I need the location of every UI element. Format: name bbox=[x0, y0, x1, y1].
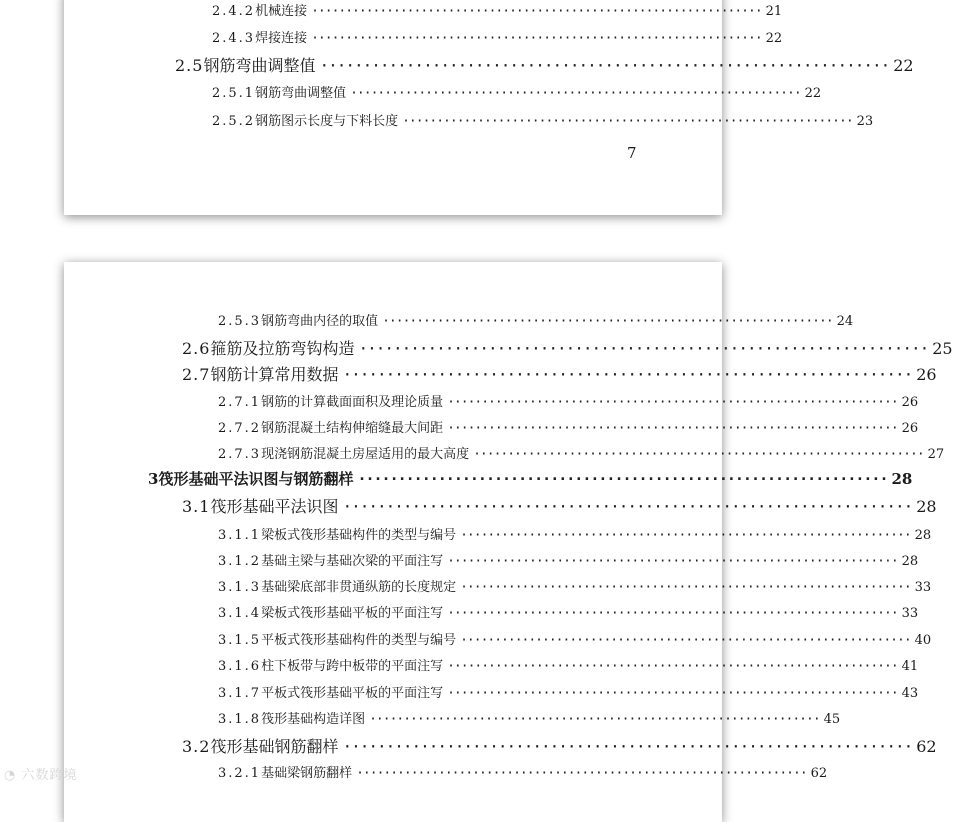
entry-page: 43 bbox=[901, 686, 919, 701]
leader-dots: ·································································· bbox=[447, 686, 898, 701]
entry-page: 28 bbox=[891, 470, 913, 488]
entry-number: 3.1.5 bbox=[218, 633, 262, 648]
leader-dots: ·································································· bbox=[460, 580, 911, 595]
leader-dots: ·································································· bbox=[350, 86, 801, 101]
leader-dots: ·································································· bbox=[357, 470, 888, 488]
entry-number: 3.1.8 bbox=[218, 712, 262, 727]
entry-page: 28 bbox=[914, 528, 932, 543]
entry-number: 3.1.4 bbox=[218, 606, 262, 621]
entry-number: 3.1.3 bbox=[218, 580, 262, 595]
entry-title: 钢筋弯曲内径的取值 bbox=[261, 314, 379, 329]
entry-page: 28 bbox=[916, 497, 937, 516]
entry-title: 筏形基础钢筋翻样 bbox=[210, 737, 339, 756]
entry-number: 2.4.3 bbox=[212, 31, 256, 46]
entry-title: 焊接连接 bbox=[255, 31, 308, 46]
toc-entry bbox=[212, 0, 783, 19]
toc-entry bbox=[218, 417, 919, 436]
entry-number: 3.1.6 bbox=[218, 659, 262, 674]
entry-title: 现浇钢筋混凝土房屋适用的最大高度 bbox=[261, 447, 470, 462]
leader-dots: ·································································· bbox=[342, 737, 913, 756]
leader-dots: ·································································· bbox=[402, 114, 853, 129]
entry-title: 钢筋的计算截面面积及理论质量 bbox=[261, 395, 444, 410]
entry-title: 钢筋混凝土结构伸缩缝最大间距 bbox=[261, 421, 444, 436]
entry-number: 2.5.2 bbox=[212, 114, 256, 129]
entry-page: 27 bbox=[927, 447, 945, 462]
entry-page: 62 bbox=[810, 766, 828, 781]
toc-entry bbox=[175, 53, 914, 76]
entry-number: 2.5 bbox=[175, 56, 204, 75]
leader-dots: ·································································· bbox=[460, 528, 911, 543]
entry-title: 筏形基础平法识图 bbox=[210, 497, 339, 516]
leader-dots: ·································································· bbox=[342, 497, 913, 516]
toc-entry bbox=[182, 734, 937, 757]
toc-entry bbox=[212, 110, 874, 129]
toc-entry bbox=[218, 576, 932, 595]
leader-dots: ·································································· bbox=[382, 314, 833, 329]
entry-page: 22 bbox=[765, 31, 783, 46]
entry-page: 26 bbox=[916, 365, 937, 384]
entry-title: 梁板式筏形基础构件的类型与编号 bbox=[261, 528, 457, 543]
entry-title: 钢筋弯曲调整值 bbox=[203, 56, 316, 75]
toc-entry bbox=[212, 27, 783, 46]
toc-entry bbox=[218, 550, 919, 569]
entry-page: 24 bbox=[836, 314, 854, 329]
entry-number: 3.1.1 bbox=[218, 528, 262, 543]
entry-number: 3.1 bbox=[182, 497, 211, 516]
entry-title: 基础梁底部非贯通纵筋的长度规定 bbox=[261, 580, 457, 595]
entry-title: 平板式筏形基础构件的类型与编号 bbox=[261, 633, 457, 648]
leader-dots: ·································································· bbox=[460, 633, 911, 648]
leader-dots: ·································································· bbox=[473, 447, 924, 462]
leader-dots: ·································································· bbox=[319, 56, 890, 75]
entry-title: 柱下板带与跨中板带的平面注写 bbox=[261, 659, 444, 674]
leader-dots: ·································································· bbox=[311, 31, 762, 46]
entry-number: 2.5.1 bbox=[212, 86, 256, 101]
entry-page: 23 bbox=[856, 114, 874, 129]
toc-entry bbox=[218, 655, 919, 674]
entry-title: 筏形基础平法识图与钢筋翻样 bbox=[158, 470, 354, 488]
leader-dots: ·································································· bbox=[342, 365, 913, 384]
toc-page-top bbox=[64, 0, 914, 215]
toc-entry bbox=[148, 468, 913, 489]
leader-dots: ·································································· bbox=[311, 4, 762, 19]
entry-title: 机械连接 bbox=[255, 4, 308, 19]
entry-page: 22 bbox=[893, 56, 914, 75]
entry-page: 33 bbox=[914, 580, 932, 595]
entry-number: 2.7.3 bbox=[218, 447, 262, 462]
entry-title: 钢筋图示长度与下料长度 bbox=[255, 114, 399, 129]
toc-page-bottom bbox=[64, 262, 953, 822]
toc-entry bbox=[182, 494, 937, 517]
entry-number: 3.1.7 bbox=[218, 686, 262, 701]
toc-entry bbox=[218, 443, 945, 462]
entry-number: 2.7 bbox=[182, 365, 211, 384]
entry-title: 钢筋弯曲调整值 bbox=[255, 86, 347, 101]
entry-title: 基础梁钢筋翻样 bbox=[261, 766, 353, 781]
entry-number: 3.1.2 bbox=[218, 554, 262, 569]
watermark-icon: ◔ bbox=[4, 768, 17, 783]
watermark bbox=[4, 764, 78, 783]
entry-number: 2.7.1 bbox=[218, 395, 262, 410]
leader-dots: ·································································· bbox=[369, 712, 820, 727]
toc-entry bbox=[218, 708, 841, 727]
entry-page: 62 bbox=[916, 737, 937, 756]
toc-entry bbox=[182, 362, 937, 385]
entry-number: 2.5.3 bbox=[218, 314, 262, 329]
entry-page: 25 bbox=[932, 339, 953, 358]
entry-title: 钢筋计算常用数据 bbox=[210, 365, 339, 384]
leader-dots: ·································································· bbox=[447, 421, 898, 436]
toc-entry bbox=[212, 82, 822, 101]
entry-title: 梁板式筏形基础平板的平面注写 bbox=[261, 606, 444, 621]
entry-number: 3 bbox=[148, 470, 159, 488]
leader-dots: ·································································· bbox=[447, 659, 898, 674]
entry-number: 3.2.1 bbox=[218, 766, 262, 781]
entry-page: 41 bbox=[901, 659, 919, 674]
entry-title: 筏形基础构造详图 bbox=[261, 712, 366, 727]
toc-entry bbox=[218, 524, 932, 543]
entry-page: 45 bbox=[823, 712, 841, 727]
entry-title: 箍筋及拉筋弯钩构造 bbox=[210, 339, 355, 358]
entry-title: 基础主梁与基础次梁的平面注写 bbox=[261, 554, 444, 569]
leader-dots: ·································································· bbox=[358, 339, 929, 358]
leader-dots: ·································································· bbox=[447, 554, 898, 569]
entry-page: 26 bbox=[901, 395, 919, 410]
toc-entry bbox=[218, 310, 854, 329]
watermark-text: 六数跨境 bbox=[21, 768, 78, 783]
entry-page: 28 bbox=[901, 554, 919, 569]
toc-entry bbox=[218, 682, 919, 701]
entry-page: 22 bbox=[804, 86, 822, 101]
leader-dots: ·································································· bbox=[356, 766, 807, 781]
entry-page: 21 bbox=[765, 4, 783, 19]
page-number: 7 bbox=[627, 144, 637, 162]
leader-dots: ·································································· bbox=[447, 606, 898, 621]
leader-dots: ·································································· bbox=[447, 395, 898, 410]
entry-number: 2.7.2 bbox=[218, 421, 262, 436]
entry-number: 3.2 bbox=[182, 737, 211, 756]
toc-entry bbox=[218, 629, 932, 648]
toc-entry bbox=[218, 391, 919, 410]
entry-page: 26 bbox=[901, 421, 919, 436]
entry-number: 2.6 bbox=[182, 339, 211, 358]
toc-entry bbox=[182, 336, 953, 359]
toc-entry bbox=[218, 762, 828, 781]
entry-title: 平板式筏形基础平板的平面注写 bbox=[261, 686, 444, 701]
entry-page: 40 bbox=[914, 633, 932, 648]
toc-entry bbox=[218, 602, 919, 621]
entry-page: 33 bbox=[901, 606, 919, 621]
entry-number: 2.4.2 bbox=[212, 4, 256, 19]
